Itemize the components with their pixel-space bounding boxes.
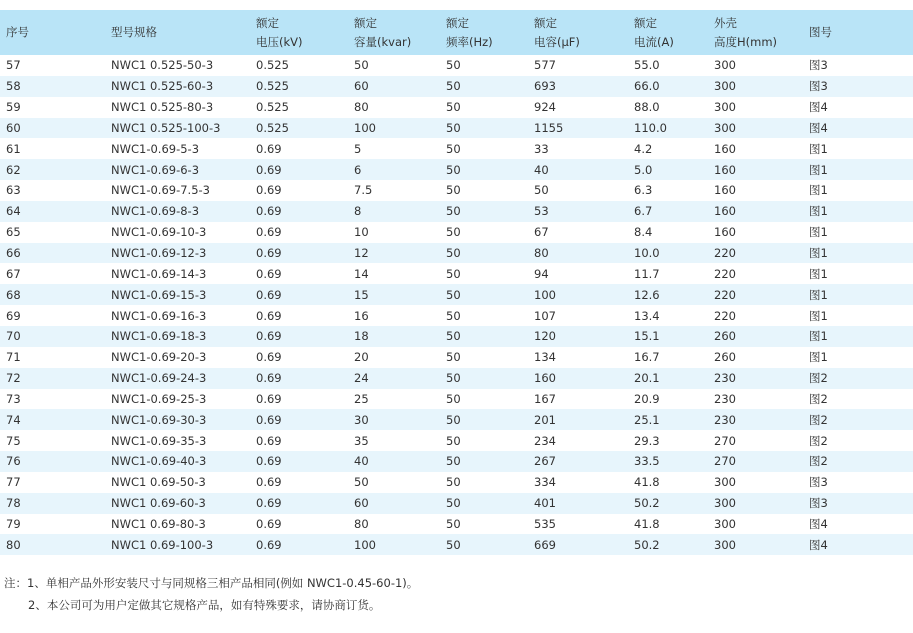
table-cell: 80 [348, 514, 440, 535]
table-cell: 12.6 [628, 284, 708, 305]
table-cell: 图3 [803, 472, 913, 493]
table-cell: NWC1-0.69-24-3 [105, 368, 250, 389]
table-cell: 53 [528, 201, 628, 222]
table-cell: 33 [528, 138, 628, 159]
table-cell: 0.69 [250, 305, 348, 326]
table-cell: 77 [0, 472, 105, 493]
table-cell: 图4 [803, 118, 913, 139]
header-cell [250, 10, 348, 55]
table-cell: 14 [348, 263, 440, 284]
table-cell: 267 [528, 451, 628, 472]
table-cell: 5.0 [628, 159, 708, 180]
table-cell: 0.69 [250, 263, 348, 284]
table-cell: 0.69 [250, 347, 348, 368]
table-cell: 0.525 [250, 76, 348, 97]
header-label: 图号 [809, 25, 832, 39]
header-row [0, 10, 913, 55]
table-cell: 50 [440, 451, 528, 472]
header-label: 型号规格 [111, 25, 157, 39]
table-cell: 41.8 [628, 514, 708, 535]
table-cell: 图1 [803, 263, 913, 284]
table-cell: 80 [348, 97, 440, 118]
table-cell: 5 [348, 138, 440, 159]
table-cell: 65 [0, 222, 105, 243]
table-cell: NWC1-0.69-16-3 [105, 305, 250, 326]
header-cell [528, 10, 628, 55]
table-cell: 230 [708, 368, 803, 389]
table-cell: 10 [348, 222, 440, 243]
table-cell: 图3 [803, 493, 913, 514]
header-cell [348, 10, 440, 55]
table-cell: 62 [0, 159, 105, 180]
table-cell: NWC1 0.69-100-3 [105, 534, 250, 555]
table-cell: 55.0 [628, 55, 708, 76]
table-cell: 图2 [803, 409, 913, 430]
header-cell [0, 10, 105, 55]
table-cell: 图1 [803, 138, 913, 159]
table-cell: 270 [708, 451, 803, 472]
table-cell: 230 [708, 409, 803, 430]
table-row [0, 55, 913, 76]
table-cell: 50.2 [628, 493, 708, 514]
table-cell: 160 [528, 368, 628, 389]
table-row [0, 243, 913, 264]
table-cell: 230 [708, 389, 803, 410]
table-row [0, 180, 913, 201]
table-cell: 图2 [803, 430, 913, 451]
table-row [0, 409, 913, 430]
table-cell: 50 [440, 430, 528, 451]
table-row [0, 138, 913, 159]
header-label-top: 额定 [354, 15, 377, 30]
table-cell: 0.525 [250, 55, 348, 76]
table-cell: 35 [348, 430, 440, 451]
table-cell: 图2 [803, 368, 913, 389]
table-cell: 59 [0, 97, 105, 118]
table-cell: 120 [528, 326, 628, 347]
table-cell: 16.7 [628, 347, 708, 368]
table-cell: 50 [440, 138, 528, 159]
table-cell: 0.69 [250, 409, 348, 430]
header-label-bottom: 电流(A) [634, 34, 674, 49]
table-cell: NWC1-0.69-25-3 [105, 389, 250, 410]
table-cell: 8.4 [628, 222, 708, 243]
header-label-bottom: 电容(μF) [534, 34, 580, 49]
table-row [0, 514, 913, 535]
table-cell: 33.5 [628, 451, 708, 472]
table-row [0, 159, 913, 180]
table-cell: 15.1 [628, 326, 708, 347]
table-cell: 50 [440, 326, 528, 347]
table-cell: 6.7 [628, 201, 708, 222]
table-cell: 20.1 [628, 368, 708, 389]
table-cell: 图2 [803, 451, 913, 472]
header-cell [708, 10, 803, 55]
table-cell: NWC1-0.69-5-3 [105, 138, 250, 159]
table-cell: 50 [348, 55, 440, 76]
table-cell: 100 [348, 534, 440, 555]
header-cell [803, 10, 913, 55]
table-cell: 300 [708, 493, 803, 514]
table-cell: 100 [528, 284, 628, 305]
table-cell: 300 [708, 97, 803, 118]
table-cell: 0.69 [250, 201, 348, 222]
table-cell: 50 [440, 472, 528, 493]
table-cell: 401 [528, 493, 628, 514]
table-cell: NWC1 0.525-60-3 [105, 76, 250, 97]
table-cell: 15 [348, 284, 440, 305]
table-cell: 0.69 [250, 138, 348, 159]
table-cell: 134 [528, 347, 628, 368]
table-cell: 50 [440, 493, 528, 514]
table-row [0, 97, 913, 118]
table-cell: 图1 [803, 243, 913, 264]
header-label-top: 额定 [534, 15, 557, 30]
table-cell: 68 [0, 284, 105, 305]
table-row [0, 389, 913, 410]
table-cell: 160 [708, 180, 803, 201]
table-cell: 107 [528, 305, 628, 326]
table-cell: 74 [0, 409, 105, 430]
header-label-bottom: 高度H(mm) [714, 34, 778, 49]
table-cell: 260 [708, 347, 803, 368]
table-body [0, 55, 913, 555]
table-cell: 0.69 [250, 493, 348, 514]
table-cell: 300 [708, 514, 803, 535]
table-cell: 1155 [528, 118, 628, 139]
header-label-top: 额定 [256, 15, 279, 30]
table-cell: NWC1-0.69-40-3 [105, 451, 250, 472]
table-cell: 50 [440, 347, 528, 368]
table-cell: 50 [440, 159, 528, 180]
table-cell: 10.0 [628, 243, 708, 264]
table-cell: 0.69 [250, 430, 348, 451]
table-cell: 57 [0, 55, 105, 76]
table-cell: 图1 [803, 305, 913, 326]
table-cell: 220 [708, 305, 803, 326]
table-cell: 图1 [803, 180, 913, 201]
table-cell: 270 [708, 430, 803, 451]
table-cell: 160 [708, 201, 803, 222]
table-cell: 535 [528, 514, 628, 535]
table-row [0, 201, 913, 222]
table-cell: 0.69 [250, 180, 348, 201]
table-cell: 70 [0, 326, 105, 347]
table-cell: 693 [528, 76, 628, 97]
table-cell: 167 [528, 389, 628, 410]
table-cell: 7.5 [348, 180, 440, 201]
table-cell: 40 [528, 159, 628, 180]
table-cell: 78 [0, 493, 105, 514]
table-cell: 0.69 [250, 159, 348, 180]
table-cell: NWC1-0.69-14-3 [105, 263, 250, 284]
header-label-bottom: 频率(Hz) [446, 34, 493, 49]
table-cell: 6.3 [628, 180, 708, 201]
header-cell [628, 10, 708, 55]
table-cell: 41.8 [628, 472, 708, 493]
table-cell: 260 [708, 326, 803, 347]
table-cell: 73 [0, 389, 105, 410]
table-cell: 图4 [803, 97, 913, 118]
table-cell: 88.0 [628, 97, 708, 118]
table-cell: 60 [0, 118, 105, 139]
table-cell: 0.69 [250, 368, 348, 389]
table-cell: 60 [348, 493, 440, 514]
table-cell: 577 [528, 55, 628, 76]
table-cell: 160 [708, 222, 803, 243]
header-label-bottom: 容量(kvar) [354, 34, 412, 49]
table-row [0, 222, 913, 243]
header-cell [105, 10, 250, 55]
table-cell: 72 [0, 368, 105, 389]
table-cell: 50 [440, 118, 528, 139]
table-cell: NWC1-0.69-15-3 [105, 284, 250, 305]
table-cell: NWC1-0.69-30-3 [105, 409, 250, 430]
table-cell: 50 [440, 284, 528, 305]
table-cell: 71 [0, 347, 105, 368]
table-cell: 18 [348, 326, 440, 347]
table-cell: 60 [348, 76, 440, 97]
table-cell: 24 [348, 368, 440, 389]
table-cell: NWC1 0.525-80-3 [105, 97, 250, 118]
table-cell: 11.7 [628, 263, 708, 284]
table-cell: 67 [528, 222, 628, 243]
table-cell: 图1 [803, 201, 913, 222]
table-cell: 66 [0, 243, 105, 264]
table-cell: 80 [528, 243, 628, 264]
table-cell: 20.9 [628, 389, 708, 410]
footnote-1: 注：1、单相产品外形安装尺寸与同规格三相产品相同(例如 NWC1-0.45-60-1)。 [4, 576, 419, 590]
table-cell: NWC1 0.69-80-3 [105, 514, 250, 535]
table-row [0, 493, 913, 514]
table-cell: 图4 [803, 514, 913, 535]
table-cell: 0.69 [250, 451, 348, 472]
table-cell: 12 [348, 243, 440, 264]
table-cell: 924 [528, 97, 628, 118]
table-cell: 300 [708, 118, 803, 139]
table-cell: 50 [440, 305, 528, 326]
header-label-top: 额定 [446, 15, 469, 30]
capacitor-spec-table [0, 10, 913, 555]
table-cell: 234 [528, 430, 628, 451]
table-cell: 图3 [803, 76, 913, 97]
table-cell: 50 [440, 55, 528, 76]
table-cell: 300 [708, 472, 803, 493]
table-row [0, 430, 913, 451]
table-cell: 4.2 [628, 138, 708, 159]
table-cell: 0.525 [250, 118, 348, 139]
table-cell: 图1 [803, 326, 913, 347]
table-header [0, 10, 913, 55]
table-cell: 0.69 [250, 472, 348, 493]
table-cell: NWC1-0.69-7.5-3 [105, 180, 250, 201]
table-cell: 160 [708, 159, 803, 180]
table-cell: 29.3 [628, 430, 708, 451]
table-cell: 66.0 [628, 76, 708, 97]
table-cell: 图2 [803, 389, 913, 410]
table-cell: 300 [708, 534, 803, 555]
table-cell: 50 [440, 76, 528, 97]
table-cell: 图1 [803, 284, 913, 305]
table-cell: 图4 [803, 534, 913, 555]
table-cell: 94 [528, 263, 628, 284]
table-row [0, 305, 913, 326]
table-cell: 25.1 [628, 409, 708, 430]
table-cell: 50 [440, 243, 528, 264]
table-cell: 0.69 [250, 534, 348, 555]
table-cell: 75 [0, 430, 105, 451]
table-cell: NWC1-0.69-18-3 [105, 326, 250, 347]
table-cell: 50 [440, 201, 528, 222]
table-cell: 30 [348, 409, 440, 430]
table-cell: NWC1-0.69-10-3 [105, 222, 250, 243]
table-cell: 50 [440, 534, 528, 555]
table-cell: 220 [708, 263, 803, 284]
table-cell: 58 [0, 76, 105, 97]
table-cell: 0.69 [250, 284, 348, 305]
table-cell: 16 [348, 305, 440, 326]
table-cell: 8 [348, 201, 440, 222]
table-cell: NWC1-0.69-35-3 [105, 430, 250, 451]
table-cell: 110.0 [628, 118, 708, 139]
table-cell: 300 [708, 55, 803, 76]
table-cell: 201 [528, 409, 628, 430]
table-cell: 76 [0, 451, 105, 472]
table-row [0, 118, 913, 139]
table-cell: 69 [0, 305, 105, 326]
table-row [0, 263, 913, 284]
table-cell: 0.525 [250, 97, 348, 118]
footnotes [4, 572, 418, 616]
table-cell: 160 [708, 138, 803, 159]
table-cell: 61 [0, 138, 105, 159]
table-cell: 220 [708, 243, 803, 264]
table-cell: 50 [348, 472, 440, 493]
table-cell: 13.4 [628, 305, 708, 326]
table-cell: NWC1 0.69-60-3 [105, 493, 250, 514]
table-cell: 图1 [803, 347, 913, 368]
table-cell: 6 [348, 159, 440, 180]
table-cell: 0.69 [250, 243, 348, 264]
table-row [0, 472, 913, 493]
table-cell: 334 [528, 472, 628, 493]
header-label-top: 额定 [634, 15, 657, 30]
table-cell: 50 [440, 180, 528, 201]
table-cell: 220 [708, 284, 803, 305]
table-cell: 50 [440, 514, 528, 535]
table-cell: 50.2 [628, 534, 708, 555]
table-cell: 79 [0, 514, 105, 535]
table-cell: 64 [0, 201, 105, 222]
table-cell: 300 [708, 76, 803, 97]
table-cell: 50 [440, 389, 528, 410]
table-cell: NWC1-0.69-20-3 [105, 347, 250, 368]
table-cell: 67 [0, 263, 105, 284]
table-cell: NWC1 0.525-100-3 [105, 118, 250, 139]
table-row [0, 451, 913, 472]
table-row [0, 534, 913, 555]
table-cell: 50 [440, 263, 528, 284]
table-cell: 50 [440, 222, 528, 243]
table-cell: 50 [440, 368, 528, 389]
header-cell [440, 10, 528, 55]
table-cell: 图1 [803, 222, 913, 243]
table-cell: 0.69 [250, 514, 348, 535]
table-cell: NWC1-0.69-8-3 [105, 201, 250, 222]
table-cell: 25 [348, 389, 440, 410]
header-label: 序号 [6, 25, 29, 39]
table-cell: 0.69 [250, 389, 348, 410]
table-row [0, 76, 913, 97]
header-label-bottom: 电压(kV) [256, 34, 303, 49]
table-cell: 100 [348, 118, 440, 139]
table-cell: 0.69 [250, 222, 348, 243]
table-row [0, 368, 913, 389]
table-cell: 20 [348, 347, 440, 368]
table-cell: 0.69 [250, 326, 348, 347]
table-row [0, 326, 913, 347]
table-cell: 63 [0, 180, 105, 201]
table-cell: 50 [440, 97, 528, 118]
table-cell: 50 [440, 409, 528, 430]
table-cell: 图1 [803, 159, 913, 180]
table-cell: 40 [348, 451, 440, 472]
table-cell: 80 [0, 534, 105, 555]
table-cell: NWC1 0.69-50-3 [105, 472, 250, 493]
footnote-2: 2、本公司可为用户定做其它规格产品，如有特殊要求，请协商订货。 [28, 598, 381, 612]
table-cell: 图3 [803, 55, 913, 76]
header-label-top: 外壳 [714, 15, 737, 30]
table-row [0, 284, 913, 305]
table-cell: NWC1 0.525-50-3 [105, 55, 250, 76]
table-cell: NWC1-0.69-6-3 [105, 159, 250, 180]
table-cell: 669 [528, 534, 628, 555]
table-cell: 50 [528, 180, 628, 201]
table-cell: NWC1-0.69-12-3 [105, 243, 250, 264]
table-row [0, 347, 913, 368]
